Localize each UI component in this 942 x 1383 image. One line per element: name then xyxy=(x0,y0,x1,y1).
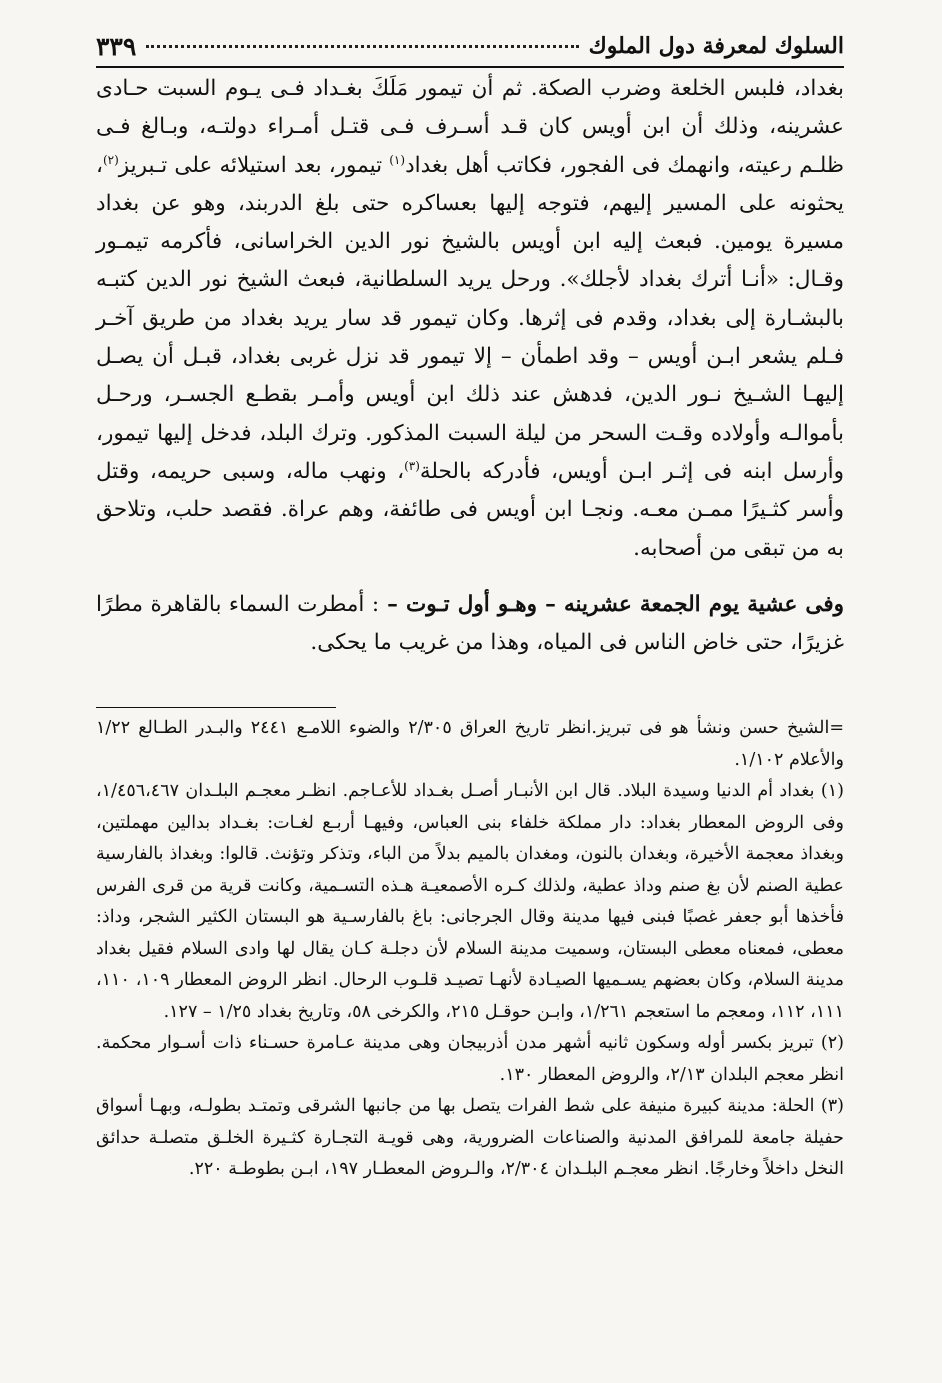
footnote-1: (١) بغداد أم الدنيا وسيدة البلاد. قال ابن الأنبـار أصـل بغـداد للأعـاجم. انظـر معجـم البلـدان ١/٤٥٦،٤٦٧، وفى الروض المعطار بغداد: دار مملكة خلفاء بنى العباس، وفيهـا أربـع لغـات: بغـداد بدالين مهملتين، وبغداذ معجمة الأخيرة، وبغدان بالنون، ومغدان بالميم بدلاً من الباء، وتذكر وتؤنث. قالوا: وبغداذ بالفارسية عطية الصنم لأن بغ صنم وداذ عطية، ولذلك كـره الأصمعيـة هـذه التسـمية، وكانت قرية من قرى الفرس فأخذها أبو جعفر غصبًا فبنى فيها مدينة وقال الجرجانى: باغ بالفارسـية هو البستان الكثير الشجر، وداذ: معطى، فمعناه معطى البستان، وسميت مدينة السلام لأن دجلـة كـان يقال لها وادى السلام فقيل بغداد مدينة السلام، وكان بعضهم يسـميها الصيـادة لأنهـا تصيـد قلـوب الرحال. انظر الروض المعطار ١٠٩، ١١٠، ١١١، ١١٢، ومعجم ما استعجم ١/٢٦١، وابـن حوقـل ٢١٥، والكرخى ٥٨، وتاريخ بغداد ١/٢٥ – ١٢٧. xyxy=(96,781,844,1022)
paragraph-2 xyxy=(96,586,844,663)
paragraph-1 xyxy=(96,70,844,568)
page-number: ٣٣٩ xyxy=(96,31,137,61)
footnote-ref-3: (٣) xyxy=(404,458,420,473)
book-title: السلوك لمعرفة دول الملوك xyxy=(588,33,844,59)
text-run: ، ونهب ماله، وسبى حريمه، وقتل وأسر كثـيرًا ممـن معـه. ونجـا ابن أويس فى طائفة، وهم عراة. فقصد حلب، وتلاحق به من تبقى من أصحابه. xyxy=(96,458,844,561)
footnotes xyxy=(96,713,844,1186)
bold-lead: وفى عشية يوم الجمعة عشرينه – وهـو أول تـوت – xyxy=(379,591,844,617)
text-run: بغداد، فلبس الخلعة وضرب الصكة. ثم أن تيمور مَلَكَ بغـداد فـى يـوم السبت حـادى عشرينه، وذلك أن ابن أويس كان قـد أسـرف فـى قتـل أمـراء دولتـه، وبـالغ فـى ظلـم رعيته، وانهمك فى الفجور، فكاتب أهل بغداد xyxy=(96,76,844,178)
text-run: تيمور، بعد استيلائه على تـبريز xyxy=(118,152,390,178)
running-header xyxy=(96,26,844,68)
footnote-ref-1: (١) xyxy=(389,152,406,167)
dot-leader xyxy=(146,45,578,48)
text-run: ، يحثونه على المسير إليهم، فتوجه إليها بعساكره حتى بلغ الدربند، وهو عن بغداد مسيرة يومين. فبعث إليه ابن أويس بالشيخ نور الدين الخراسانى، فأكرمه تيمـور وقـال: «أنـا أترك بغداد لأجلك». ورحل يريد السلطانية، فبعث الشيخ نور الدين كتبـه بالبشـارة إلى بغداد، وقدم فى إثرها. وكان تيمور قد سار يريد بغداد من طريق آخـر فـلم يشعر ابـن أويس – وقد اطمأن – إلا تيمور قد نزل غربى بغداد، قبـل أن يصـل إليهـا الشـيخ نـور الدين، فدهش عند ذلك ابن أويس وأمـر بقطـع الجسـر، ورحـل بأموالـه وأولاده وقـت السحر من ليلة السبت المذكور. وترك البلد، فدخل إليها تيمور، وأرسل ابنه فى إثـر ابـن أويس، فأدركه بالحلة xyxy=(96,152,844,484)
footnote-3: (٣) الحلة: مدينة كبيرة منيفة على شط الفرات يتصل بها من جانبها الشرقى وتمتـد بطولـه، وبهـا أسواق حفيلة جامعة للمرافق المدنية والصناعات الضرورية، وهى قويـة التجـارة كثـيرة الخلـق متصلـة حدائق النخل داخلاً وخارجًا. انظر معجـم البلـدان ٢/٣٠٤، والـروض المعطـار ١٩٧، ابـن بطوطـة ٢٢٠. xyxy=(96,1096,844,1179)
footnote-separator xyxy=(96,707,336,708)
text-run: : أمطرت السماء بالقاهرة مطرًا غزيرًا، حتى خاض الناس فى المياه، وهذا من غريب ما يحكى. xyxy=(96,591,844,656)
footnote-continued: =الشيخ حسن ونشأ هو فى تبريز.انظر تاريخ العراق ٢/٣٠٥ والضوء اللامـع ٢٤٤١ والبـدر الطـالع ١/٢٢ والأعلام ١/١٠٢. xyxy=(96,718,844,770)
footnote-ref-2: (٢) xyxy=(102,152,119,167)
main-text xyxy=(96,70,844,662)
footnote-2: (٢) تبريز بكسر أوله وسكون ثانيه أشهر مدن أذربيجان وهى مدينة عـامرة حسـناء ذات أسـوار محكمة. انظر معجم البلدان ٢/١٣، والروض المعطار ١٣٠. xyxy=(96,1033,844,1085)
